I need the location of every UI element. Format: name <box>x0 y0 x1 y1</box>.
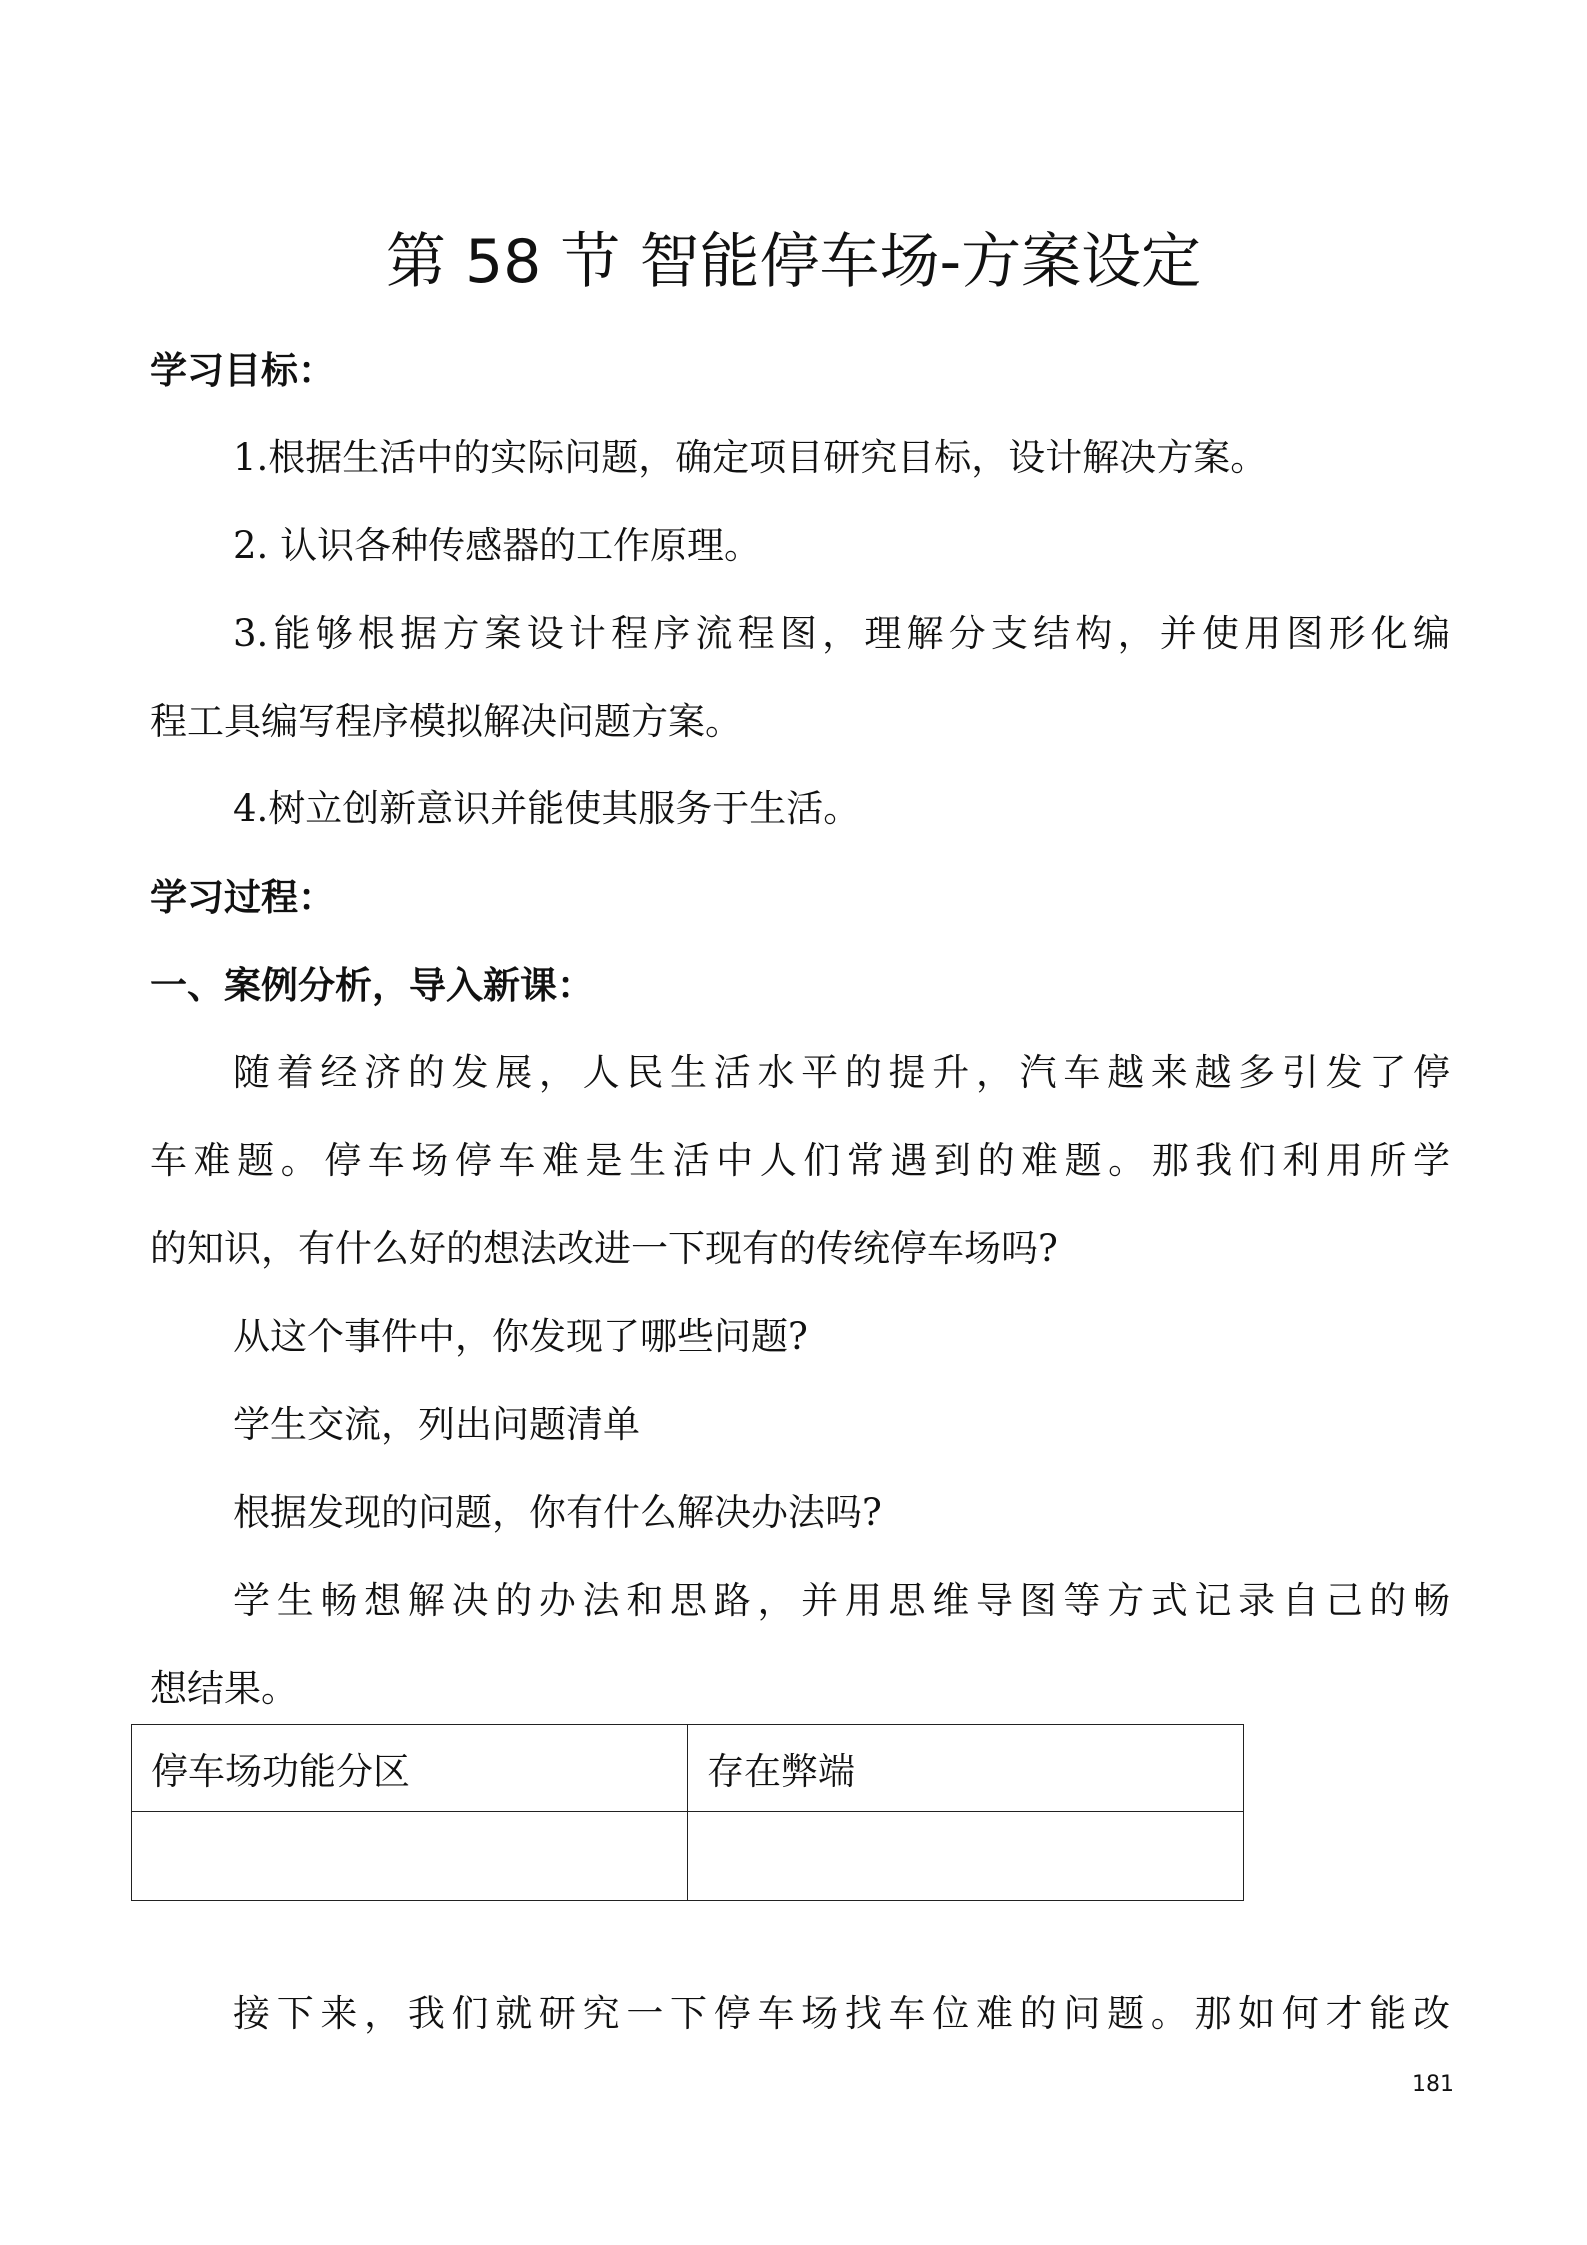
paragraph-2-line-2: 想结果。 <box>150 1667 298 1710</box>
table-cell-zone <box>132 1812 688 1901</box>
process-heading: 学习过程： <box>150 875 335 919</box>
next-paragraph-line-1: 接下来，我们就研究一下停车场找车位难的问题。那如何才能改 <box>233 1992 1450 2035</box>
objective-item-4: 4.树立创新意识并能使其服务于生活。 <box>233 787 861 830</box>
objective-item-1: 1.根据生活中的实际问题，确定项目研究目标，设计解决方案。 <box>233 436 1268 479</box>
parking-issues-table <box>131 1724 1244 1901</box>
table-header-cell-drawbacks: 存在弊端 <box>688 1725 1244 1812</box>
answer-1: 学生交流，列出问题清单 <box>233 1403 640 1446</box>
objective-item-2: 2. 认识各种传感器的工作原理。 <box>233 524 762 567</box>
objectives-heading: 学习目标： <box>150 348 335 392</box>
table-row <box>132 1812 1244 1901</box>
question-1: 从这个事件中，你发现了哪些问题? <box>233 1315 808 1358</box>
paragraph-1-line-3: 的知识，有什么好的想法改进一下现有的传统停车场吗? <box>150 1227 1058 1270</box>
table-header-cell-zone: 停车场功能分区 <box>132 1725 688 1812</box>
page-title: 第 58 节 智能停车场-方案设定 <box>385 227 1202 297</box>
paragraph-1-line-2: 车难题。停车场停车难是生活中人们常遇到的难题。那我们利用所学 <box>150 1139 1450 1182</box>
question-2: 根据发现的问题，你有什么解决办法吗? <box>233 1491 882 1534</box>
paragraph-1-line-1: 随着经济的发展，人民生活水平的提升，汽车越来越多引发了停 <box>233 1051 1450 1094</box>
objective-item-3-line-2: 程工具编写程序模拟解决问题方案。 <box>150 700 742 743</box>
objective-item-3-line-1: 3.能够根据方案设计程序流程图，理解分支结构，并使用图形化编 <box>233 612 1450 655</box>
page-number: 181 <box>1412 2072 1454 2097</box>
table-header-row <box>132 1725 1244 1812</box>
section-1-heading: 一、案例分析，导入新课： <box>150 963 594 1007</box>
paragraph-2-line-1: 学生畅想解决的办法和思路，并用思维导图等方式记录自己的畅 <box>233 1579 1450 1622</box>
table-cell-drawbacks <box>688 1812 1244 1901</box>
